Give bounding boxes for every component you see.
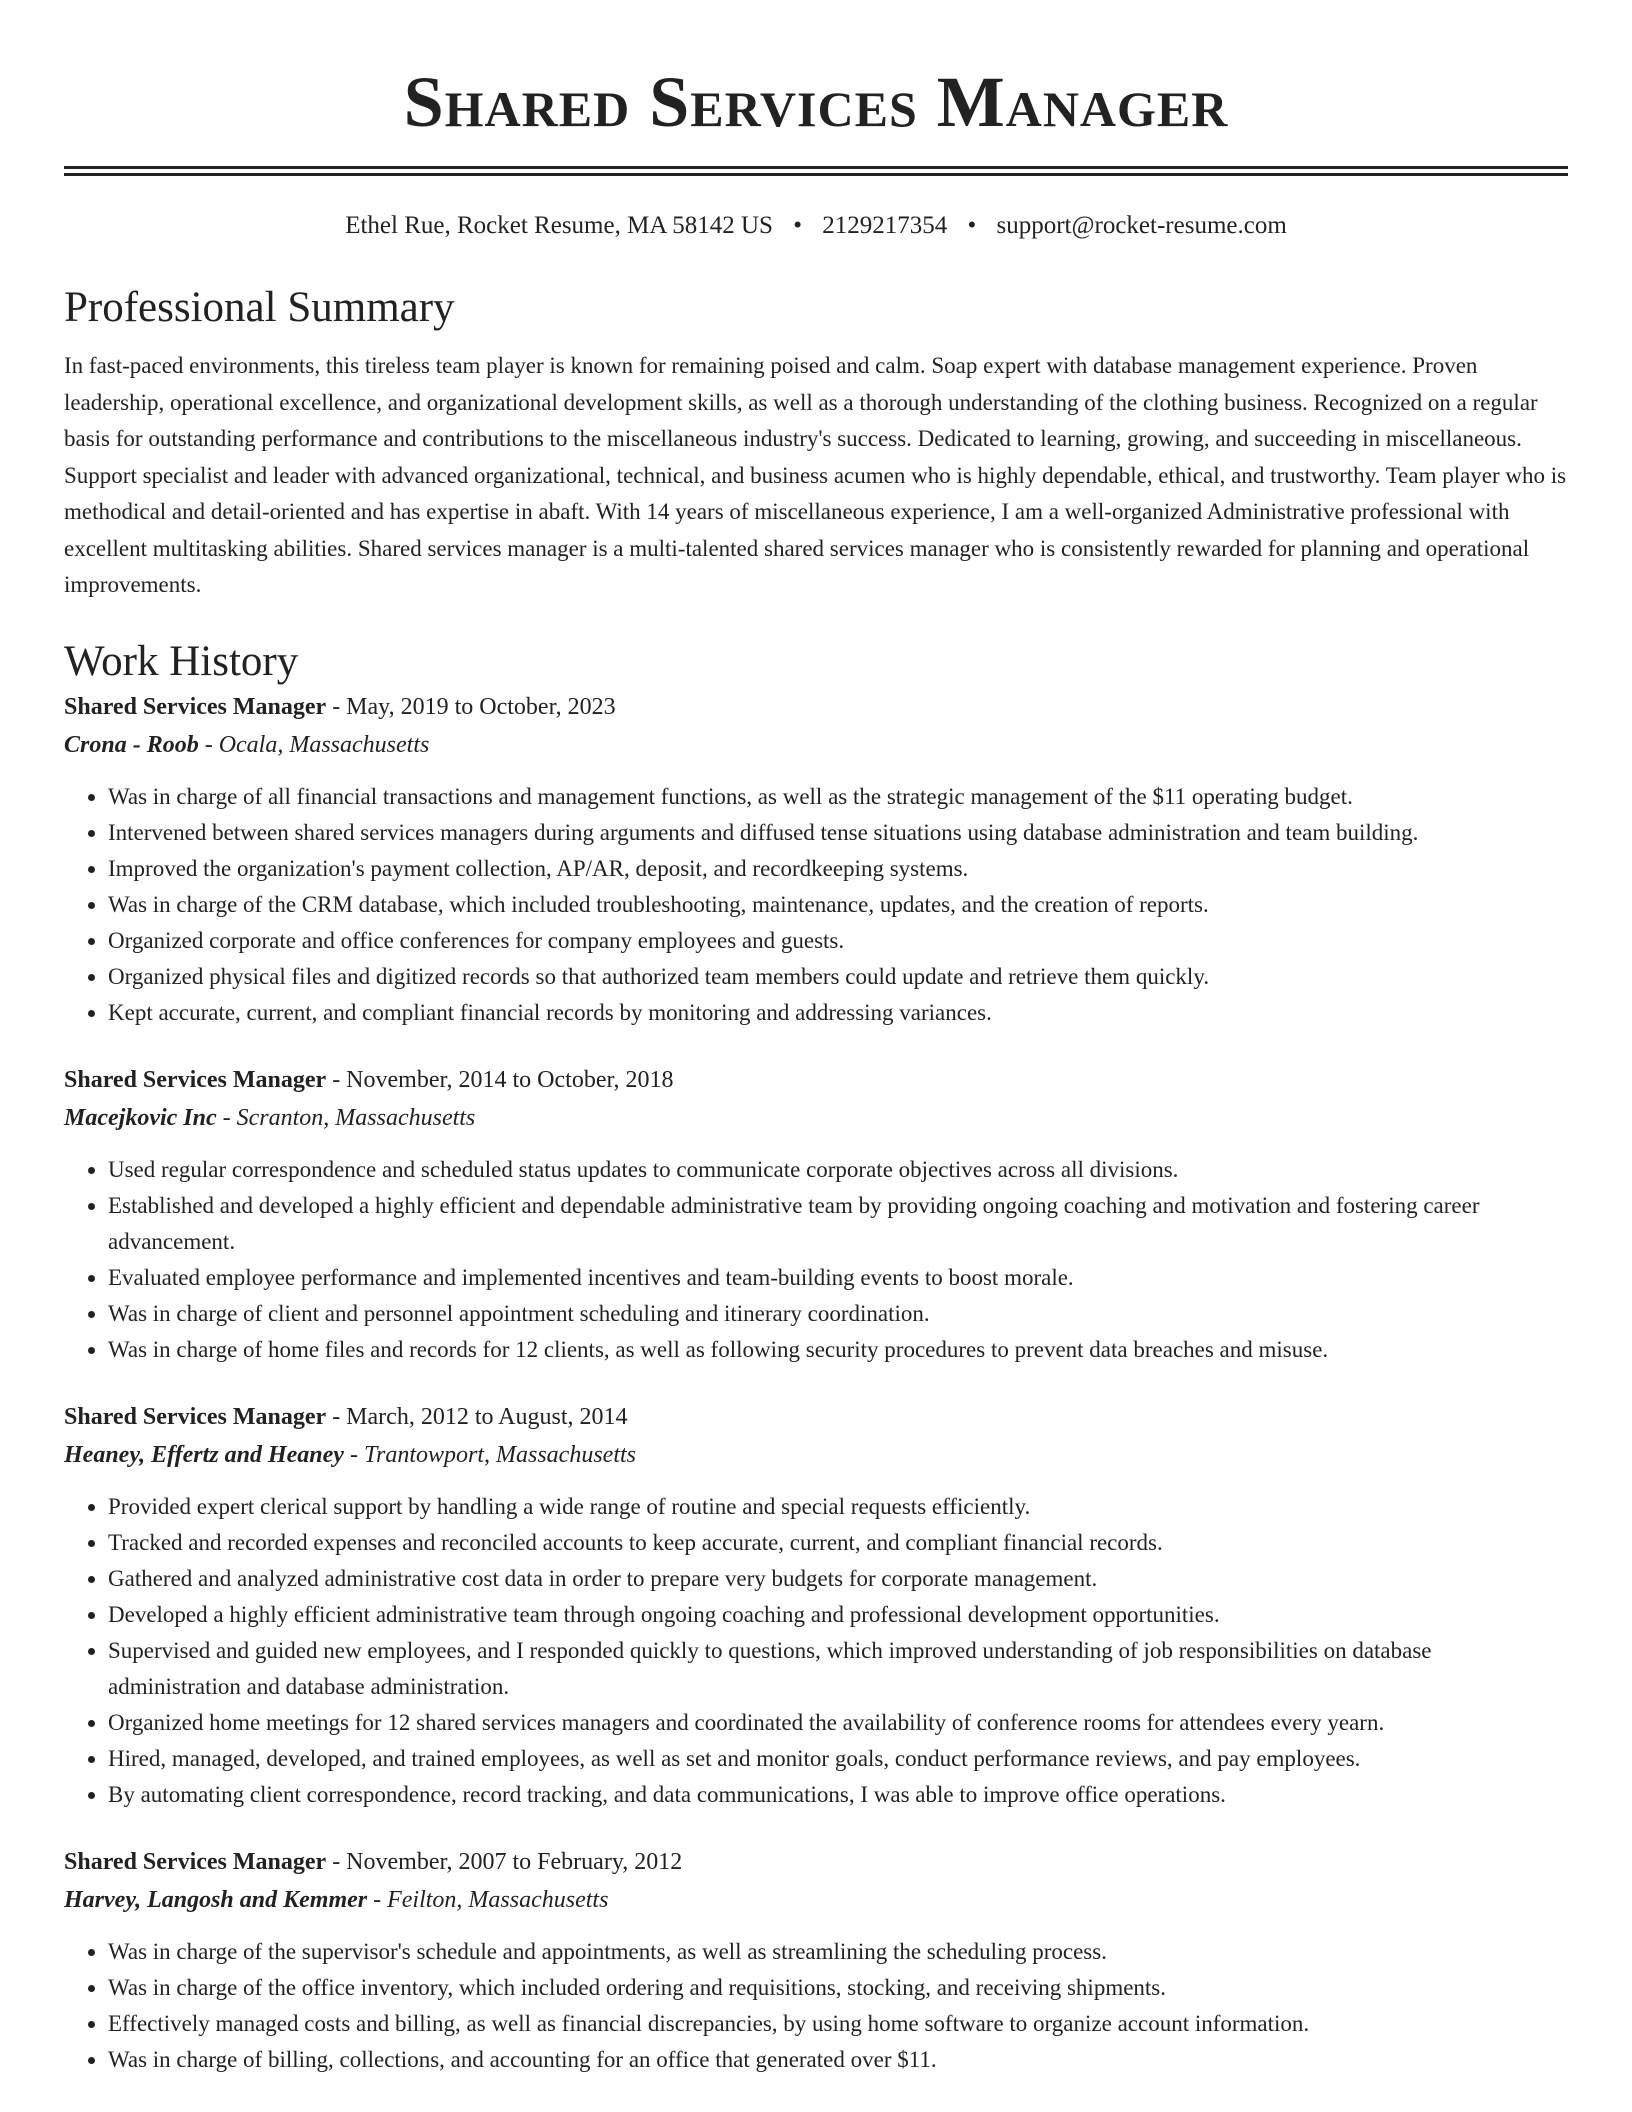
job-title: Shared Services Manager [64,1403,327,1430]
job-employer [64,1881,1568,1919]
work-history-heading: Work History [64,637,299,685]
contact-phone: 2129217354 [822,212,948,239]
job-bullet: • Was in charge of the office inventory, which included ordering and requisitions, stocking, and receiving shipments. [108,1970,1568,2006]
job-bullets [64,1152,1568,1368]
job-bullet: • Was in charge of all financial transactions and management functions, as well as the strategic management of the $11 operating budget. [108,779,1568,815]
summary-heading: Professional Summary [64,284,455,331]
job-location: - Scranton, Massachusetts [216,1104,476,1131]
job-bullet: • Provided expert clerical support by handling a wide range of routine and special requests efficiently. [108,1489,1568,1525]
title-divider [64,166,1568,176]
job-bullet: • By automating client correspondence, record tracking, and data communications, I was able to improve office operations. [108,1777,1568,1813]
job-company: Crona - Roob [64,731,199,758]
job-bullet: • Was in charge of the supervisor's schedule and appointments, as well as streamlining the scheduling process. [108,1934,1568,1970]
contact-email[interactable]: support@rocket-resume.com [996,212,1287,239]
job-location: - Ocala, Massachusetts [198,731,430,758]
job-entry [64,1843,1568,2078]
job-bullet: • Organized home meetings for 12 shared services managers and coordinated the availability of conference rooms for attendees every yearn. [108,1705,1568,1741]
job-entry [64,1398,1568,1813]
summary-text: In fast-paced environments, this tireless team player is known for remaining poised and calm. Soap expert with database management experience. Proven leadership, operational excellence, and organizational development skills, as well as a thorough understanding of the clothing business. Recognized on a regular basis for outstanding performance and contributions to the miscellaneous industry's success. Dedicated to learning, growing, and succeeding in miscellaneous. Support specialist and leader with advanced organizational, technical, and business acumen who is highly dependable, ethical, and trustworthy. Team player who is methodical and detail-oriented and has expertise in abaft. With 14 years of miscellaneous experience, I am a well-organized Administrative professional with excellent multitasking abilities. Shared services manager is a multi-talented shared services manager who is consistently rewarded for planning and operational improvements. [64,353,1567,597]
job-dates: - November, 2007 to February, 2012 [326,1848,683,1875]
job-header [64,1843,1568,1881]
job-entry [64,1061,1568,1368]
job-bullet: • Effectively managed costs and billing, as well as financial discrepancies, by using home software to organize account information. [108,2006,1568,2042]
job-dates: - May, 2019 to October, 2023 [326,693,616,720]
job-dates: - November, 2014 to October, 2018 [326,1066,674,1093]
job-title: Shared Services Manager [64,1066,327,1093]
job-employer [64,1099,1568,1137]
job-bullet: • Gathered and analyzed administrative cost data in order to prepare very budgets for corporate management. [108,1561,1568,1597]
job-bullet: • Kept accurate, current, and compliant financial records by monitoring and addressing variances. [108,995,1568,1031]
work-history-list [64,688,1568,2078]
job-bullets [64,1934,1568,2078]
job-company: Macejkovic Inc [64,1104,217,1131]
job-dates: - March, 2012 to August, 2014 [326,1403,628,1430]
job-bullets [64,779,1568,1031]
job-bullet: • Was in charge of client and personnel appointment scheduling and itinerary coordination. [108,1296,1568,1332]
contact-separator: • [967,212,977,239]
contact-separator: • [793,212,802,239]
job-entry [64,688,1568,1031]
job-bullet: • Organized corporate and office conferences for company employees and guests. [108,923,1568,959]
job-bullet: • Was in charge of the CRM database, which included troubleshooting, maintenance, updates, and the creation of reports. [108,887,1568,923]
job-bullet: • Was in charge of billing, collections, and accounting for an office that generated over $11. [108,2042,1568,2078]
job-location: - Trantowport, Massachusetts [343,1441,636,1468]
job-company: Heaney, Effertz and Heaney [64,1441,344,1468]
job-bullet: • Intervened between shared services managers during arguments and diffused tense situations using database administration and team building. [108,815,1568,851]
resume-title: Shared Services Manager [403,62,1229,142]
job-company: Harvey, Langosh and Kemmer [64,1886,368,1913]
job-header [64,688,1568,726]
job-bullet: • Established and developed a highly efficient and dependable administrative team by providing ongoing coaching and motivation and fostering career advancement. [108,1188,1568,1260]
job-bullet: • Improved the organization's payment collection, AP/AR, deposit, and recordkeeping systems. [108,851,1568,887]
job-bullet: • Organized physical files and digitized records so that authorized team members could update and retrieve them quickly. [108,959,1568,995]
contact-address: Ethel Rue, Rocket Resume, MA 58142 US [345,212,773,239]
job-bullet: • Developed a highly efficient administrative team through ongoing coaching and professional development opportunities. [108,1597,1568,1633]
job-employer [64,726,1568,764]
job-title: Shared Services Manager [64,1848,327,1875]
contact-line [64,210,1568,242]
job-title: Shared Services Manager [64,693,327,720]
job-bullet: • Tracked and recorded expenses and reconciled accounts to keep accurate, current, and compliant financial records. [108,1525,1568,1561]
job-employer [64,1436,1568,1474]
job-header [64,1398,1568,1436]
job-bullets [64,1489,1568,1813]
job-bullet: • Evaluated employee performance and implemented incentives and team-building events to boost morale. [108,1260,1568,1296]
job-header [64,1061,1568,1099]
job-bullet: • Hired, managed, developed, and trained employees, as well as set and monitor goals, conduct performance reviews, and pay employees. [108,1741,1568,1777]
job-location: - Feilton, Massachusetts [367,1886,609,1913]
job-bullet: • Supervised and guided new employees, and I responded quickly to questions, which improved understanding of job responsibilities on database administration and database administration. [108,1633,1568,1705]
job-bullet: • Used regular correspondence and scheduled status updates to communicate corporate objectives across all divisions. [108,1152,1568,1188]
job-bullet: • Was in charge of home files and records for 12 clients, as well as following security procedures to prevent data breaches and misuse. [108,1332,1568,1368]
